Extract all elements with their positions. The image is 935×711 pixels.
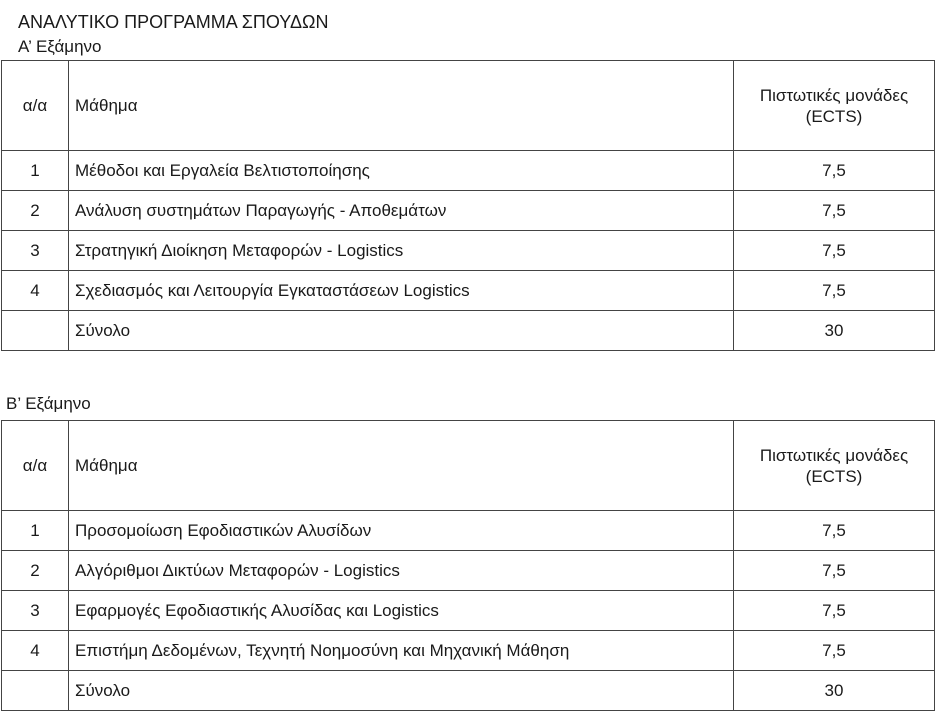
row-course: Στρατηγική Διοίκηση Μεταφορών - Logistics [69, 231, 734, 271]
row-num: 2 [2, 191, 69, 231]
table-row [2, 551, 935, 591]
row-course: Ανάλυση συστημάτων Παραγωγής - Αποθεμάτων [69, 191, 734, 231]
row-ects: 7,5 [734, 231, 935, 271]
total-num-empty [2, 671, 69, 711]
total-value: 30 [734, 311, 935, 351]
table-row [2, 631, 935, 671]
row-ects: 7,5 [734, 631, 935, 671]
table-row [2, 591, 935, 631]
row-ects: 7,5 [734, 511, 935, 551]
table-row [2, 231, 935, 271]
row-num: 2 [2, 551, 69, 591]
total-value: 30 [734, 671, 935, 711]
header-ects-line1: Πιστωτικές μονάδες [759, 445, 909, 465]
header-ects [734, 421, 935, 511]
semester-2-table [1, 420, 935, 711]
row-num: 4 [2, 631, 69, 671]
table-row [2, 191, 935, 231]
row-num: 3 [2, 591, 69, 631]
row-ects: 7,5 [734, 271, 935, 311]
row-num: 1 [2, 511, 69, 551]
row-course: Εφαρμογές Εφοδιαστικής Αλυσίδας και Logistics [69, 591, 734, 631]
row-ects: 7,5 [734, 191, 935, 231]
header-ects-line2: (ECTS) [805, 106, 863, 126]
header-ects-line2: (ECTS) [805, 466, 863, 486]
table-row [2, 151, 935, 191]
page-title: ΑΝΑΛΥΤΙΚΟ ΠΡΟΓΡΑΜΜΑ ΣΠΟΥΔΩΝ [18, 12, 329, 32]
total-label: Σύνολο [69, 671, 734, 711]
semester-1-heading: Α’ Εξάμηνο [18, 37, 102, 56]
row-course: Μέθοδοι και Εργαλεία Βελτιστοποίησης [69, 151, 734, 191]
row-course: Αλγόριθμοι Δικτύων Μεταφορών - Logistics [69, 551, 734, 591]
header-num: α/α [2, 61, 69, 151]
row-num: 1 [2, 151, 69, 191]
table-row [2, 271, 935, 311]
header-ects [734, 61, 935, 151]
semester-1-table [1, 60, 935, 351]
total-row [2, 671, 935, 711]
table-header-row [2, 61, 935, 151]
header-course: Μάθημα [69, 61, 734, 151]
header-ects-line1: Πιστωτικές μονάδες [759, 85, 909, 105]
row-course: Επιστήμη Δεδομένων, Τεχνητή Νοημοσύνη και Μηχανική Μάθηση [69, 631, 734, 671]
row-ects: 7,5 [734, 591, 935, 631]
semester-2-heading: Β’ Εξάμηνο [6, 394, 91, 413]
row-course: Σχεδιασμός και Λειτουργία Εγκαταστάσεων Logistics [69, 271, 734, 311]
row-ects: 7,5 [734, 151, 935, 191]
table-header-row [2, 421, 935, 511]
total-num-empty [2, 311, 69, 351]
table-row [2, 511, 935, 551]
header-course: Μάθημα [69, 421, 734, 511]
row-num: 3 [2, 231, 69, 271]
total-label: Σύνολο [69, 311, 734, 351]
row-course: Προσομοίωση Εφοδιαστικών Αλυσίδων [69, 511, 734, 551]
row-num: 4 [2, 271, 69, 311]
row-ects: 7,5 [734, 551, 935, 591]
total-row [2, 311, 935, 351]
header-num: α/α [2, 421, 69, 511]
